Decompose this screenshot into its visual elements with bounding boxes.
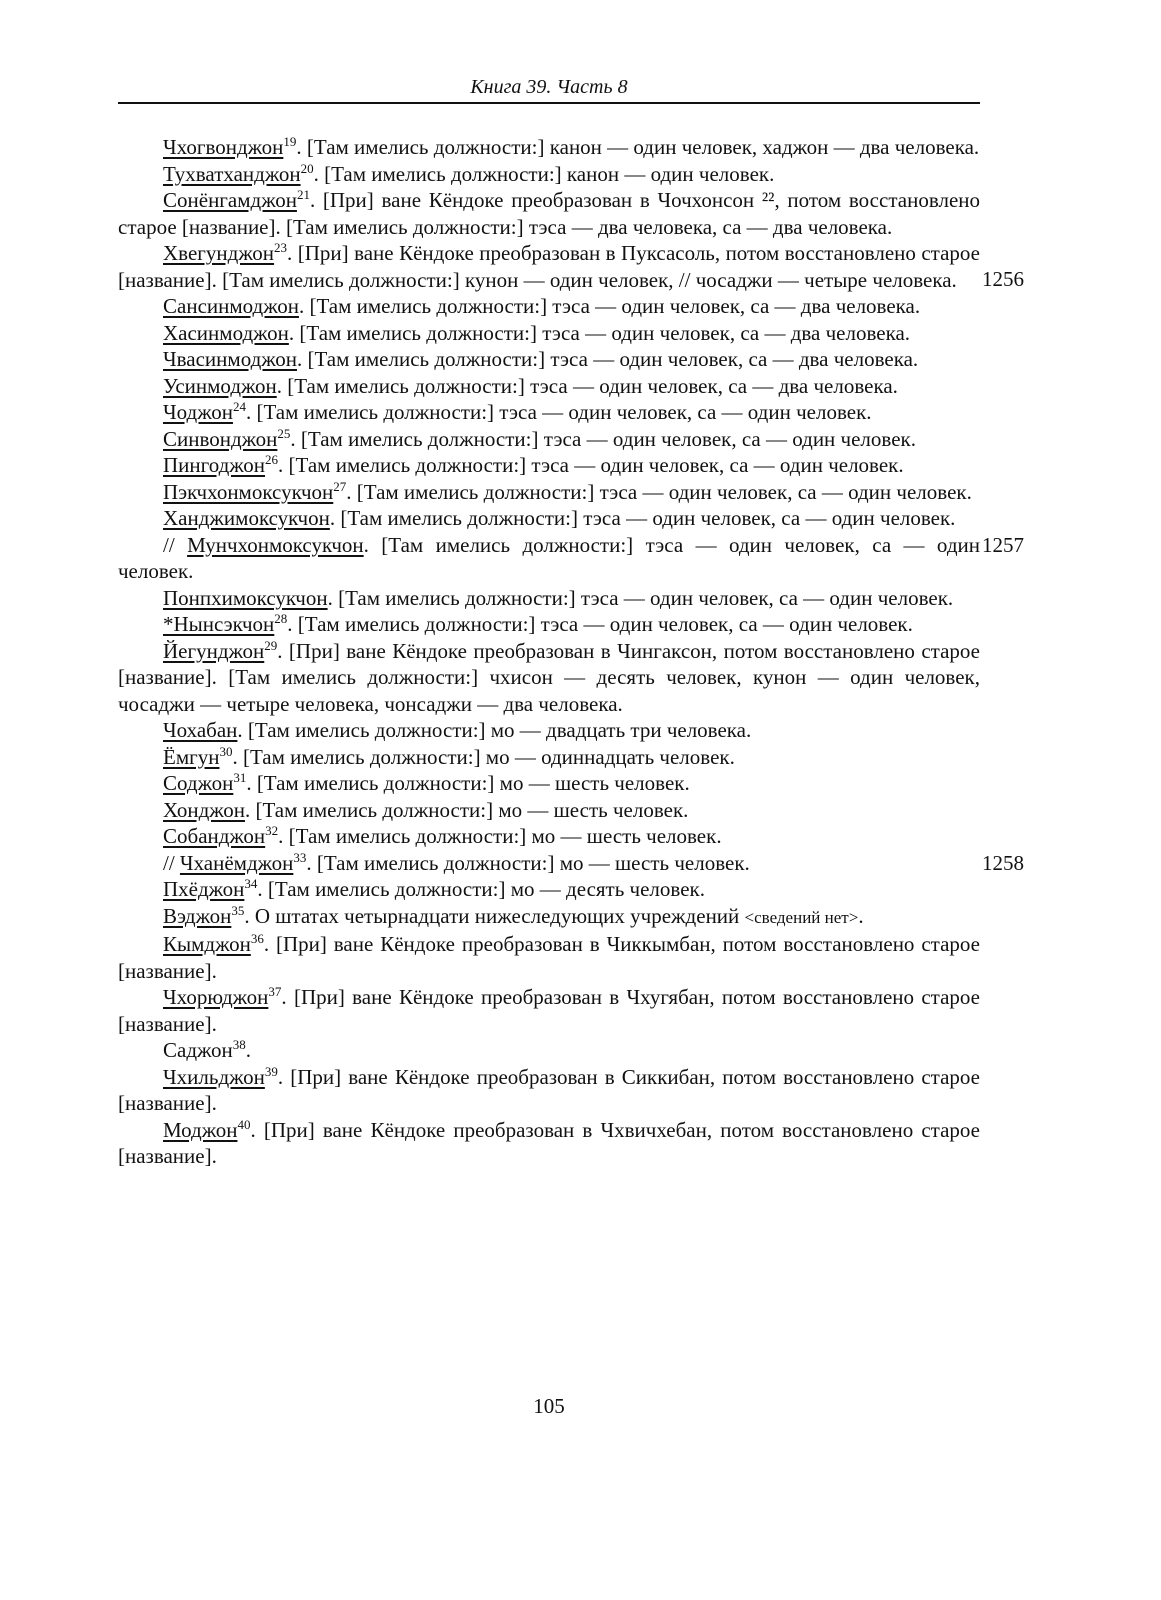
institution-name: Чханёмджон	[179, 850, 294, 875]
entry	[118, 744, 980, 771]
footnote-ref[interactable]: 33	[293, 849, 307, 865]
entry-text: . [При] ване Кёндоке преобразован в Чочхонсон ²², потом восстановлено старое [название]. [Там имелись должности:] тэса — два человека, са — два человека.	[118, 188, 980, 239]
entry	[118, 161, 980, 188]
institution-name: Хвегунджон	[163, 241, 275, 265]
entry-text: . [Там имелись должности:] тэса — один человек, са — один человек.	[290, 426, 916, 451]
marginal-page-number: 1256	[982, 267, 1024, 291]
footnote-ref[interactable]: 20	[300, 160, 314, 176]
footnote-ref[interactable]: 36	[250, 931, 264, 946]
entry-text: . [При] ване Кёндоке преобразован в Чиккымбан, потом восстановлено старое [название].	[118, 932, 980, 983]
institution-name: Вэджон	[163, 903, 232, 928]
footnote-ref[interactable]: 38	[232, 1037, 246, 1052]
institution-name: Чхогвонджон	[163, 135, 284, 159]
entry-text: . [Там имелись должности:] мо — шесть человек.	[245, 797, 689, 822]
footnote-ref[interactable]: 21	[296, 187, 310, 202]
entry	[118, 797, 980, 824]
institution-name: Понпхимоксукчон	[163, 585, 328, 610]
institution-name: Мунчхонмоксукчон	[187, 532, 364, 557]
institution-name: Синвонджон	[163, 426, 278, 451]
footnote-ref[interactable]: 26	[265, 452, 279, 467]
institution-name: Сонёнгамджон	[163, 188, 297, 212]
entry-text: . [Там имелись должности:] мо — одиннадцать человек.	[232, 744, 735, 769]
institution-name: Ёмгун	[163, 744, 220, 769]
entry	[118, 505, 980, 532]
editorial-note: <сведений нет>	[744, 907, 859, 927]
entry-text: .	[245, 1038, 251, 1062]
entry	[118, 293, 980, 320]
entry	[118, 984, 980, 1037]
footnote-ref[interactable]: 35	[231, 902, 245, 918]
entry	[118, 532, 1024, 585]
entry	[118, 1117, 980, 1170]
entry	[118, 240, 1024, 293]
institution-name: Соджон	[163, 771, 234, 795]
entry-text: . [Там имелись должности:] канон — один человек.	[313, 161, 775, 186]
entry-text: . [Там имелись должности:] тэса — один человек, са — два человека.	[297, 347, 919, 371]
entry-text: . [Там имелись должности:] тэса — один человек, са — один человек.	[278, 453, 904, 477]
page-number: 105	[533, 1394, 565, 1418]
institution-name: Чвасинмоджон	[163, 347, 297, 371]
entry	[118, 876, 980, 903]
footnote-ref[interactable]: 23	[274, 240, 288, 255]
institution-name: Кымджон	[163, 932, 251, 956]
institution-name: Чохабан	[163, 718, 238, 742]
entry-text: . [При] ване Кёндоке преобразован в Пуксасоль, потом восстановлено старое [название]. [Там имелись должности:] кунон — один человек, // чосаджи — четыре человека.	[118, 241, 980, 292]
entry-text: . О штатах четырнадцати нижеследующих учреждений	[244, 903, 745, 928]
entry-text: . [Там имелись должности:] тэса — один человек, са — один человек.	[118, 532, 980, 583]
entry	[118, 1064, 980, 1117]
footnote-ref[interactable]: 40	[237, 1116, 251, 1132]
entry-text-tail: .	[858, 903, 864, 928]
footnote-ref[interactable]: 39	[264, 1063, 278, 1079]
entry	[118, 373, 980, 400]
entry	[118, 717, 980, 744]
institution-name: *Нынсэкчон	[163, 612, 275, 636]
entry	[118, 479, 980, 506]
entry-text: . [Там имелись должности:] тэса — один человек, са — два человека.	[276, 373, 898, 398]
entry	[118, 426, 980, 453]
footnote-ref[interactable]: 28	[274, 611, 288, 626]
entry	[118, 134, 980, 161]
footnote-ref[interactable]: 29	[264, 637, 278, 653]
entry-text: . [Там имелись должности:] тэса — один человек, са — один человек.	[245, 400, 872, 424]
entry	[118, 823, 980, 850]
institution-name: Йегунджон	[163, 638, 265, 663]
entry	[118, 770, 980, 797]
footnote-ref[interactable]: 19	[283, 134, 297, 149]
main-text	[118, 134, 1024, 1170]
entry-prefix: //	[163, 850, 180, 875]
footnote-ref[interactable]: 27	[333, 478, 347, 494]
entry	[118, 931, 980, 984]
institution-name: Пхёджон	[163, 877, 245, 901]
entry-text: . [При] ване Кёндоке преобразован в Чингаксон, потом восстановлено старое [название]. [Там имелись должности:] чхисон — десять человек, кунон — один человек, чосаджи — четыре человека, чонсаджи — два человека.	[118, 638, 980, 716]
entry-text: . [Там имелись должности:] тэса — один человек, са — один человек.	[287, 612, 913, 636]
entry-text: . [Там имелись должности:] тэса — один человек, са — два человека.	[298, 294, 921, 318]
entry-text: . [Там имелись должности:] тэса — один человек, са — один человек.	[329, 506, 956, 530]
entry	[118, 320, 980, 347]
entry-text: . [Там имелись должности:] мо — двадцать три человека.	[237, 718, 752, 742]
entry	[118, 611, 980, 638]
footnote-ref[interactable]: 24	[232, 399, 246, 414]
entry-text: . [Там имелись должности:] мо — шесть человек.	[306, 850, 750, 875]
footnote-ref[interactable]: 32	[265, 823, 279, 838]
entry	[118, 187, 980, 240]
footnote-ref[interactable]: 30	[219, 743, 233, 759]
marginal-page-number: 1257	[982, 532, 1024, 557]
entry	[118, 452, 980, 479]
entry-text: . [При] ване Кёндоке преобразован в Сиккибан, потом восстановлено старое [название].	[118, 1064, 980, 1115]
entry	[118, 585, 980, 612]
footnote-ref[interactable]: 31	[233, 770, 247, 785]
institution-name: Сансинмоджон	[163, 294, 299, 318]
institution-name: Собанджон	[163, 824, 266, 848]
entry-text: . [Там имелись должности:] канон — один человек, хаджон — два человека.	[296, 135, 980, 159]
entry	[118, 849, 1024, 877]
entry	[118, 399, 980, 426]
institution-name: Тухватханджон	[163, 161, 301, 186]
institution-name: Чоджон	[163, 400, 233, 424]
institution-name: Моджон	[163, 1117, 238, 1142]
running-header: Книга 39. Часть 8	[470, 76, 628, 98]
institution-name: Хасинмоджон	[163, 320, 289, 345]
marginal-page-number: 1258	[982, 850, 1024, 875]
institution-name: Чхорюджон	[163, 985, 269, 1009]
entry	[118, 1037, 980, 1064]
header-rule	[118, 102, 980, 104]
institution-name: Пэкчхонмоксукчон	[163, 479, 334, 504]
entry-text: . [Там имелись должности:] мо — десять человек.	[257, 877, 705, 901]
entry-text: . [Там имелись должности:] мо — шесть человек.	[278, 824, 722, 848]
footnote-ref[interactable]: 25	[277, 425, 291, 441]
entry-text: . [При] ване Кёндоке преобразован в Чхугябан, потом восстановлено старое [название].	[118, 985, 980, 1036]
institution-name: Хонджон	[163, 797, 245, 822]
entry-text: . [При] ване Кёндоке преобразован в Чхвичхебан, потом восстановлено старое [название].	[118, 1117, 980, 1168]
entry-text: . [Там имелись должности:] тэса — один человек, са — два человека.	[288, 320, 911, 345]
footnote-ref[interactable]: 37	[268, 984, 282, 999]
entry	[118, 346, 980, 373]
institution-name: Усинмоджон	[163, 373, 277, 398]
institution-name: Ханджимоксукчон	[163, 506, 330, 530]
entry-text: . [Там имелись должности:] тэса — один человек, са — один человек.	[346, 479, 972, 504]
institution-name: Саджон	[163, 1038, 233, 1062]
entry	[118, 638, 980, 718]
institution-name: Пингоджон	[163, 453, 266, 477]
entry-text: . [Там имелись должности:] тэса — один человек, са — один человек.	[327, 585, 954, 610]
institution-name: Чхильджон	[163, 1064, 265, 1089]
footnote-ref[interactable]: 34	[244, 876, 258, 891]
entry	[118, 903, 980, 932]
entry-text: . [Там имелись должности:] мо — шесть человек.	[246, 771, 690, 795]
entry-prefix: //	[163, 532, 188, 557]
